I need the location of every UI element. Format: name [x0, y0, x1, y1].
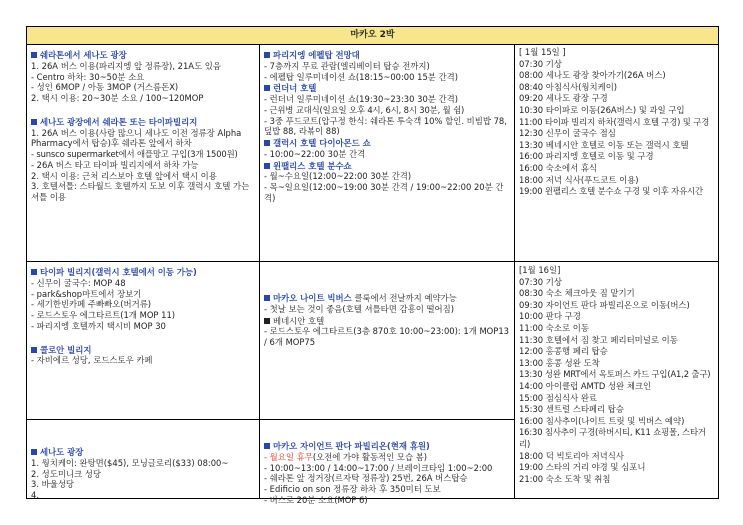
- cell-senado-square: [27, 419, 259, 498]
- schedule-item: 09:20 세나도 광장 구경: [519, 93, 608, 104]
- list-item: - Centro 하차: 30~50분 소요: [31, 71, 145, 82]
- square-bullet-icon: [31, 449, 37, 455]
- schedule-item: 08:00 세나도 광장 찾아가기(26A 버스): [519, 70, 666, 81]
- schedule-item: 15:00 점심식사 완료: [519, 392, 598, 403]
- square-bullet-icon: [264, 295, 270, 301]
- schedule-item: 14:00 아이클럽 AMTD 성완 체크인: [519, 380, 652, 391]
- schedule-item: 19:00 스타의 거리 야경 및 심포니: [519, 462, 646, 473]
- section-heading: 콜로안 빌리지: [31, 345, 256, 356]
- list-item: 1. 26A 버스 이용(사람 많으니 세나도 이전 정류장 Alpha Pharmacy에서 탑승)후 쉐라톤 앞에서 하차: [31, 127, 242, 149]
- list-item: - 10:00~13:00 / 14:00~17:00 / 브레이크타임 1:00~2:00: [264, 462, 493, 473]
- column-middle: [260, 45, 515, 505]
- day-header: [1월 16일]: [519, 265, 561, 275]
- list-item: 1. 웡치케이: 완탕면($45), 모닝글로리($33) 08:00~: [31, 457, 229, 468]
- list-item: - 10:00~22:00 30분 간격: [264, 148, 366, 159]
- cell-hotel-shows: [260, 45, 514, 261]
- list-item: - 에펠탑 일루미네이션 쇼(18:15~00:00 15분 간격): [264, 71, 458, 82]
- schedule-item: 13:00 홍콩 성완 도착: [519, 357, 600, 368]
- schedule-item: 10:30 타이파로 이동(26A버스) 및 과일 구입: [519, 104, 685, 115]
- schedule-item: 18:00 저녁 식사(푸드코트 이용): [519, 174, 639, 185]
- schedule-item: 08:30 숙소 체크아웃 짐 맡기기: [519, 288, 635, 299]
- cell-day2-schedule: [515, 261, 718, 498]
- schedule-item: 11:00 타이파 빌리지 하차(갤럭시 호텔 구경) 및 구경: [519, 116, 710, 127]
- schedule-item: 21:00 숙소 도착 및 취침: [519, 473, 611, 484]
- list-item: 1. 26A 버스 이용(파리지엥 앞 정류장), 21A도 있음: [31, 60, 221, 71]
- list-item: 4.: [31, 490, 39, 500]
- square-bullet-icon: [31, 269, 37, 275]
- list-item: - park&shop마트에서 장보기: [31, 288, 142, 299]
- list-item: - 3중 푸드코트(압구정 한식: 쉐라톤 투숙객 10% 할인. 비빔밥 78, 덮밥 88, 라볶이 88): [264, 115, 507, 137]
- section-heading: 세나도 광장에서 쉐라톤 또는 타이파빌리지: [31, 117, 256, 128]
- schedule-item: 16:00 침사추이(나이트 트릿 및 빅버스 예약): [519, 415, 685, 426]
- cell-sheraton-senado: [27, 45, 259, 261]
- list-item: - 쉐라톤 앞 정거장(르자탁 정류장) 25번, 26A 버스탑승: [264, 473, 468, 484]
- day-header: [ 1월 15일 ]: [519, 47, 566, 57]
- list-item: - 로드스토우 에그타르트(1개 MOP 11): [31, 310, 176, 320]
- section-heading: 마카오 자이언트 판다 파빌리온(현재 휴원): [264, 441, 511, 452]
- schedule-item: 11:00 숙소로 이동: [519, 322, 589, 333]
- square-bullet-icon: [264, 443, 270, 449]
- schedule-item: 19:00 윈팰리스 호텔 분수쇼 구경 및 이후 자유시간: [519, 186, 703, 197]
- list-item: - 월요일 휴무(오전에 가야 활동적인 모습 봄): [264, 451, 428, 462]
- schedule-item: 16:00 파리지엥 호텔로 이동 및 구경: [519, 151, 654, 162]
- section-heading: 세나도 광장: [31, 447, 256, 458]
- square-bullet-icon: [31, 347, 37, 353]
- schedule-item: 09:30 자이언트 판다 파빌리온으로 이동(버스): [519, 299, 690, 310]
- square-bullet-icon: [264, 140, 270, 146]
- list-item: - 26A 버스 타고 타이파 빌리지에서 하차 가능: [31, 159, 199, 170]
- list-item: 3. 호텔셔틀: 스타월드 호텔까지 도보 이후 갤럭시 호텔 가는 셔틀 이용: [31, 181, 250, 202]
- schedule-item: 07:30 기상: [519, 58, 562, 69]
- schedule-item: 07:30 기상: [519, 276, 562, 287]
- list-item: - 자비에르 성당, 로드스토우 카페: [31, 355, 153, 366]
- list-item: 2. 성도미니크 성당: [31, 468, 101, 479]
- list-item: - Edificio on son 정류장 하차 후 350미터 도보: [264, 484, 441, 494]
- list-item: - 성인 6MOP / 아동 3MOP (거스름돈X): [31, 82, 179, 93]
- schedule-item: 15:30 센트럴 스타페리 탑승: [519, 404, 624, 415]
- list-item: - 목~일요일(12:00~19:00 30분 간격 / 19:00~22:00 20분 간격): [264, 182, 504, 203]
- list-item: - 파리지엥 호텔까지 택시비 MOP 30: [31, 320, 166, 331]
- column-left: [27, 45, 260, 498]
- list-item: 2. 택시 이용: 근처 리스보아 호텔 앞에서 택시 이용: [31, 170, 217, 181]
- section-heading: 마카오 나이트 빅버스 클룩에서 전날까지 예약가능: [264, 293, 511, 304]
- schedule-item: 16:00 숙소에서 휴식: [519, 162, 598, 173]
- itinerary-table: [26, 26, 719, 505]
- list-item: - sunsco supermarket에서 애플망고 구입(3개 1500원): [31, 149, 238, 159]
- square-bullet-icon: [31, 52, 37, 58]
- list-item: - 근위병 교대식(일요일 오후 4시, 6시, 8시 30분, 월 쉼): [264, 104, 465, 115]
- cell-taipa-coloane: [27, 261, 259, 419]
- section-heading: 타이파 빌리지(갤럭시 호텔에서 이동 가능): [31, 267, 256, 278]
- section-heading: 갤럭시 호텔 다이아몬드 쇼: [264, 138, 511, 149]
- schedule-item: 11:30 호텔에서 짐 찾고 페리터미널로 이동: [519, 334, 678, 345]
- schedule-item: 18:00 덕 빅토리아 저녁식사: [519, 450, 624, 461]
- list-item: - 월~수요일(12:00~22:00 30분 간격): [264, 171, 412, 182]
- section-heading: 윈팰리스 호텔 분수쇼: [264, 161, 511, 172]
- section-heading: 쉐라톤에서 세나도 광장: [31, 50, 256, 61]
- schedule-item: 13:30 성완 MRT에서 옥토퍼스 카드 구입(A1,2 출구): [519, 369, 711, 380]
- list-item: - 신무이 굴국수: MOP 48: [31, 277, 126, 288]
- cell-bigbus-venetian: [260, 261, 514, 419]
- square-bullet-icon: [264, 318, 270, 324]
- schedule-item: 08:40 아침식사(웡치케이): [519, 81, 618, 92]
- page-title: 마카오 2박: [27, 27, 718, 45]
- list-item: - 런더너 일루미네이션 쇼(19:30~23:30 30분 간격): [264, 94, 458, 104]
- list-item: - 버스로 20분 소요(MOP 6): [264, 494, 368, 505]
- list-item: 3. 바울성당: [31, 479, 75, 490]
- schedule-item: 12:00 홍콩행 페리 탑승: [519, 346, 608, 357]
- section-heading: 파리지엥 에펠탑 전망대: [264, 50, 511, 61]
- section-heading: 런더너 호텔: [264, 83, 511, 94]
- schedule-item: 10:00 판다 구경: [519, 311, 581, 322]
- schedule-item: 12:30 신무이 굴국수 점심: [519, 128, 616, 139]
- square-bullet-icon: [31, 119, 37, 125]
- list-item: - 세기한빈카페 주빠빠오(버거류): [31, 299, 152, 310]
- cell-panda-pavilion: [260, 419, 514, 505]
- square-bullet-icon: [264, 163, 270, 169]
- section-heading: 베네시안 호텔: [264, 316, 511, 327]
- list-item: - 첫날 보는 것이 좋음(호텔 셔틀타면 감흥이 떨어짐): [264, 303, 454, 314]
- schedule-item: 13:30 베네시안 호텔로 이동 또는 갤럭시 호텔: [519, 139, 689, 150]
- cell-day1-schedule: [515, 45, 718, 261]
- list-item: 2. 택시 이용: 20~30분 소요 / 100~120MOP: [31, 93, 204, 103]
- square-bullet-icon: [264, 85, 270, 91]
- list-item: - 7층까지 무료 관람(엘리베이터 탑승 전까지): [264, 60, 430, 71]
- list-item: - 로드스토우 에그타르트(3층 870호 10:00~23:00): 1개 MOP13 / 6개 MOP75: [264, 326, 509, 347]
- column-schedule: [515, 45, 718, 498]
- schedule-item: 16:30 침사추이 구경(하버시티, K11 쇼핑몰, 스타거리): [519, 427, 706, 449]
- square-bullet-icon: [264, 52, 270, 58]
